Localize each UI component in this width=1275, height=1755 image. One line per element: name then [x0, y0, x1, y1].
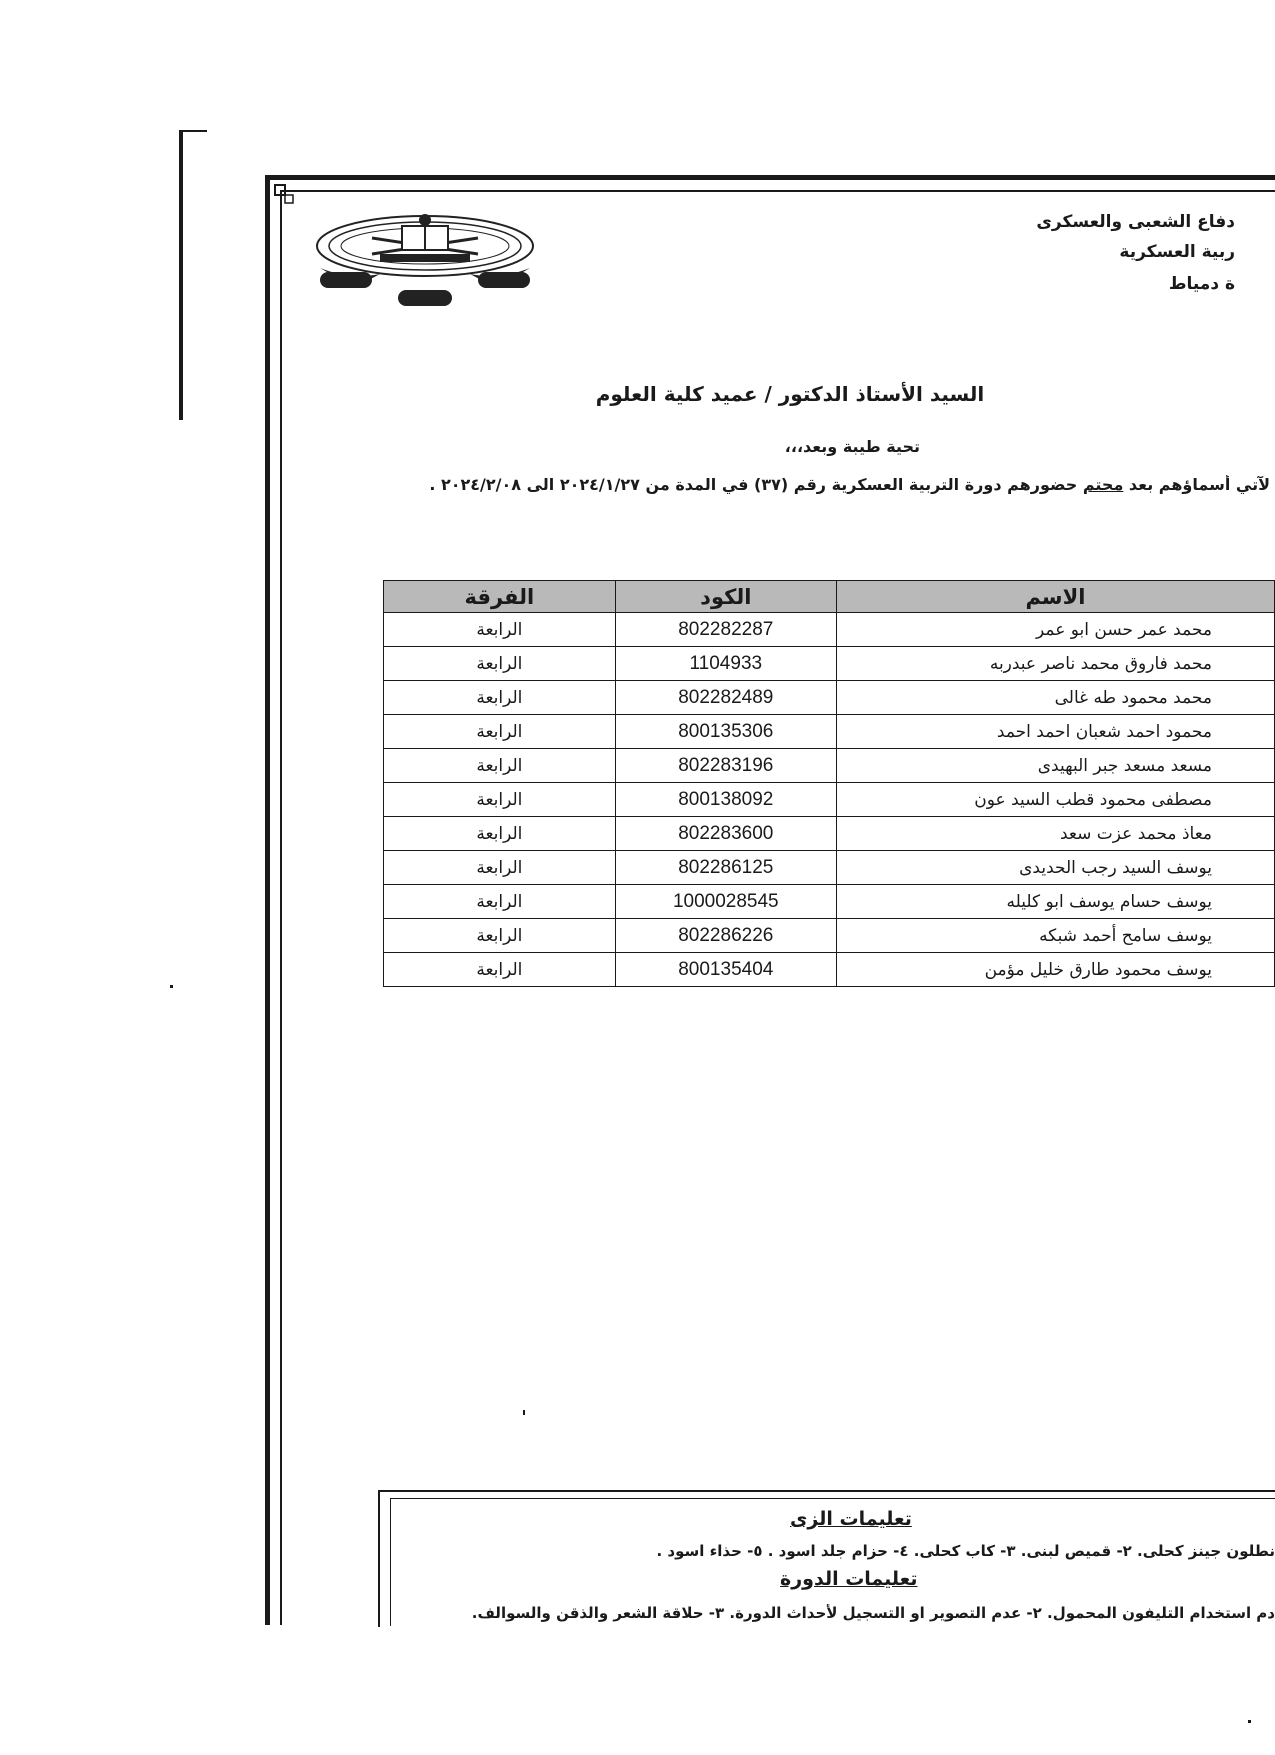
- cell-year: الرابعة: [384, 613, 616, 647]
- table-row: [384, 817, 1275, 851]
- cell-year: الرابعة: [384, 885, 616, 919]
- letter-addressee: السيد الأستاذ الدكتور / عميد كلية العلوم: [595, 382, 985, 406]
- letter-body: [370, 475, 1270, 494]
- table-row: [384, 749, 1275, 783]
- table-row: [384, 783, 1275, 817]
- scan-dot: [170, 985, 173, 988]
- cell-code: 802283600: [615, 817, 836, 851]
- cell-name: يوسف محمود طارق خليل مؤمن: [836, 953, 1274, 987]
- scan-margin-line: [179, 130, 183, 420]
- cell-year: الرابعة: [384, 647, 616, 681]
- cell-name: محمود احمد شعبان احمد احمد: [836, 715, 1274, 749]
- cell-year: الرابعة: [384, 715, 616, 749]
- cell-name: يوسف السيد رجب الحديدى: [836, 851, 1274, 885]
- cell-code: 1000028545: [615, 885, 836, 919]
- course-instructions-title: تعليمات الدورة: [780, 1568, 918, 1590]
- letter-greeting: تحية طيبة وبعد،،،: [784, 437, 920, 456]
- cell-code: 802282287: [615, 613, 836, 647]
- cell-code: 800135404: [615, 953, 836, 987]
- header-name: الاسم: [836, 581, 1274, 613]
- cell-name: مصطفى محمود قطب السيد عون: [836, 783, 1274, 817]
- table-row: [384, 919, 1275, 953]
- students-table: [383, 580, 1275, 987]
- cell-code: 802286125: [615, 851, 836, 885]
- cell-year: الرابعة: [384, 783, 616, 817]
- cell-code: 800135306: [615, 715, 836, 749]
- cell-name: محمد فاروق محمد ناصر عبدربه: [836, 647, 1274, 681]
- frame-corner-ornament: [265, 175, 299, 209]
- table-row: [384, 715, 1275, 749]
- header-year: الفرقة: [384, 581, 616, 613]
- table-row: [384, 647, 1275, 681]
- cell-year: الرابعة: [384, 851, 616, 885]
- cell-name: معاذ محمد عزت سعد: [836, 817, 1274, 851]
- letterhead-line-1: دفاع الشعبى والعسكرى: [1036, 212, 1235, 232]
- cell-year: الرابعة: [384, 953, 616, 987]
- uniform-instructions-line: نطلون جينز كحلى. ٢- قميص لبنى. ٣- كاب كحلى. ٤- حزام جلد اسود . ٥- حذاء اسود .: [656, 1542, 1275, 1560]
- frame-left-inner-border: [280, 190, 282, 1625]
- letterhead-line-2: ربية العسكرية: [1119, 242, 1235, 262]
- cell-code: 802283196: [615, 749, 836, 783]
- table-row: [384, 681, 1275, 715]
- letterhead-line-3: ة دمياط: [1168, 274, 1235, 294]
- frame-top-inner-border: [280, 190, 1275, 192]
- cell-year: الرابعة: [384, 681, 616, 715]
- frame-top-border: [265, 175, 1275, 180]
- cell-code: 802282489: [615, 681, 836, 715]
- scan-dot: [1248, 1720, 1251, 1723]
- cell-code: 1104933: [615, 647, 836, 681]
- table-row: [384, 851, 1275, 885]
- cell-name: يوسف حسام يوسف ابو كليله: [836, 885, 1274, 919]
- frame-left-border: [265, 175, 270, 1625]
- emblem-logo: [310, 208, 540, 313]
- letter-body-start: لآتي أسماؤهم بعد: [1123, 475, 1270, 494]
- cell-code: 802286226: [615, 919, 836, 953]
- uniform-instructions-title: تعليمات الزى: [790, 1508, 912, 1530]
- letter-body-underlined: محتم: [1082, 475, 1124, 494]
- table-body: [384, 613, 1275, 987]
- course-instructions-line: دم استخدام التليفون المحمول. ٢- عدم التصوير او التسجيل لأحداث الدورة. ٣- حلاقة الشعر والذقن والسوالف.: [471, 1604, 1275, 1622]
- scan-margin-tick: [179, 130, 207, 132]
- cell-name: محمد محمود طه غالى: [836, 681, 1274, 715]
- cell-name: يوسف سامح أحمد شبكه: [836, 919, 1274, 953]
- cell-year: الرابعة: [384, 919, 616, 953]
- letter-body-end: حضورهم دورة التربية العسكرية رقم (٣٧) في المدة من ٢٠٢٤/١/٢٧ الى ٢٠٢٤/٢/٠٨ .: [429, 475, 1083, 494]
- cell-code: 800138092: [615, 783, 836, 817]
- cell-name: مسعد مسعد جبر البهيدى: [836, 749, 1274, 783]
- table-header-row: [384, 581, 1275, 613]
- cell-year: الرابعة: [384, 817, 616, 851]
- cell-name: محمد عمر حسن ابو عمر: [836, 613, 1274, 647]
- table-row: [384, 953, 1275, 987]
- table-row: [384, 885, 1275, 919]
- cell-year: الرابعة: [384, 749, 616, 783]
- header-code: الكود: [615, 581, 836, 613]
- scan-dot: [523, 1410, 525, 1415]
- table-row: [384, 613, 1275, 647]
